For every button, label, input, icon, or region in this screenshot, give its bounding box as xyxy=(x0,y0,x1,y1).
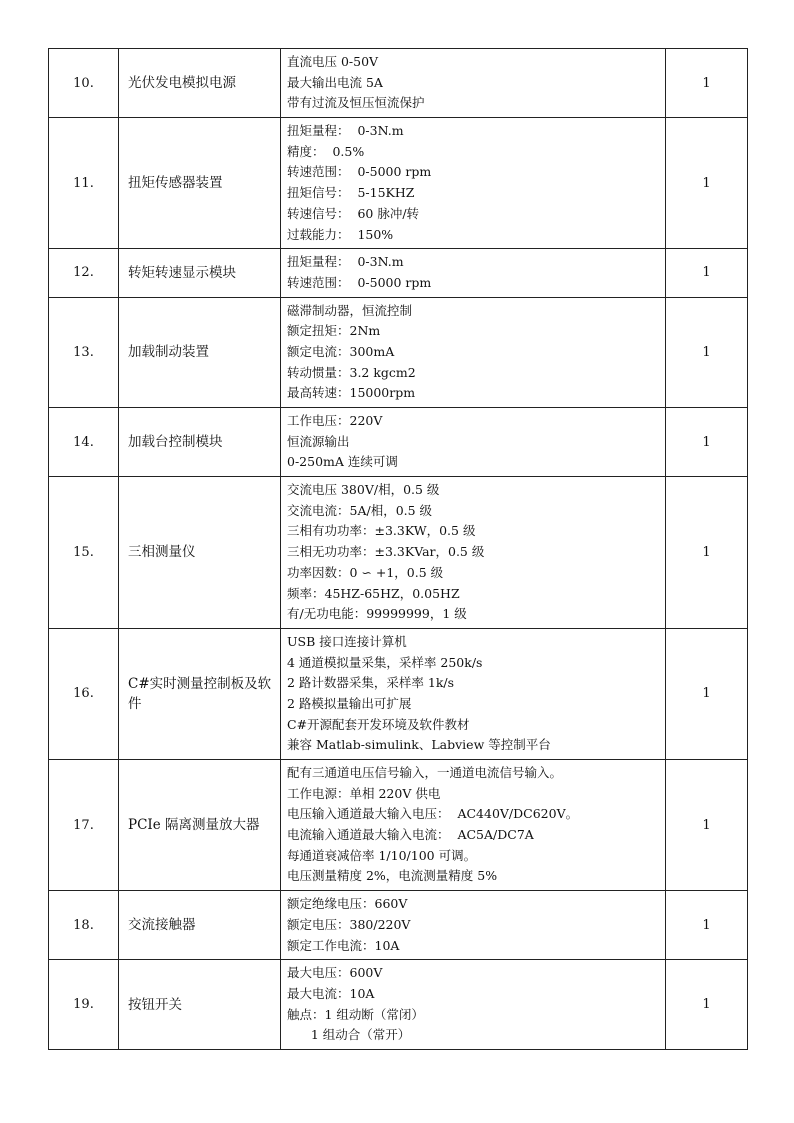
item-quantity: 1 xyxy=(666,297,748,407)
spec-line: 交流电流：5A/相，0.5 级 xyxy=(287,502,433,518)
item-specs xyxy=(281,49,666,118)
row-number: 12. xyxy=(49,249,119,297)
spec-line: 工作电压：220V xyxy=(287,413,383,428)
item-name: 扭矩传感器装置 xyxy=(119,118,281,249)
item-quantity: 1 xyxy=(666,760,748,891)
item-quantity: 1 xyxy=(666,477,748,629)
spec-line: 额定工作电流：10A xyxy=(287,937,400,953)
row-number: 14. xyxy=(49,408,119,477)
spec-line: 扭矩量程： 0-3N.m xyxy=(287,123,404,139)
equipment-spec-table xyxy=(48,48,748,1050)
spec-line: 最大电压：600V xyxy=(287,965,383,981)
item-name: 三相测量仪 xyxy=(119,477,281,629)
spec-line: 最大电流：10A xyxy=(287,985,375,1001)
spec-line: 2 路模拟量输出可扩展 xyxy=(287,695,412,711)
spec-line: 转动惯量：3.2 kgcm2 xyxy=(287,364,416,380)
spec-line: 4 通道模拟量采集，采样率 250k/s xyxy=(287,654,483,670)
item-quantity: 1 xyxy=(666,960,748,1050)
spec-line: 精度： 0.5% xyxy=(287,143,365,159)
spec-line: 电压输入通道最大输入电压： AC440V/DC620V。 xyxy=(287,806,579,822)
spec-line: 三相无功功率：±3.3KVar，0.5 级 xyxy=(287,544,485,560)
spec-line: 额定绝缘电压：660V xyxy=(287,896,408,912)
spec-line: 最高转速：15000rpm xyxy=(287,385,416,401)
item-specs xyxy=(281,408,666,477)
item-specs xyxy=(281,760,666,891)
row-number: 18. xyxy=(49,891,119,960)
spec-line: 兼容 Matlab-simulink、Labview 等控制平台 xyxy=(287,737,551,753)
item-name: 光伏发电模拟电源 xyxy=(119,49,281,118)
spec-line: 直流电压 0-50V xyxy=(287,54,379,69)
row-number: 13. xyxy=(49,297,119,407)
spec-line: 磁滞制动器，恒流控制 xyxy=(287,302,413,318)
item-quantity: 1 xyxy=(666,628,748,759)
item-specs xyxy=(281,891,666,960)
item-name: 按钮开关 xyxy=(119,960,281,1050)
item-name: PCIe 隔离测量放大器 xyxy=(119,760,281,891)
spec-line: 转速范围： 0-5000 rpm xyxy=(287,164,432,180)
spec-line: 扭矩信号： 5-15KHZ xyxy=(287,185,415,201)
spec-line: 0-250mA 连续可调 xyxy=(287,454,398,470)
table-row xyxy=(49,297,748,407)
spec-line: 最大输出电流 5A xyxy=(287,74,383,90)
spec-line: 频率：45HZ-65HZ，0.05HZ xyxy=(287,585,460,601)
spec-line: 每通道衰减倍率 1/10/100 可调。 xyxy=(287,847,477,863)
item-name: 加载台控制模块 xyxy=(119,408,281,477)
spec-line: 转速范围： 0-5000 rpm xyxy=(287,274,432,290)
item-specs xyxy=(281,628,666,759)
item-quantity: 1 xyxy=(666,118,748,249)
table-row xyxy=(49,891,748,960)
table-row xyxy=(49,249,748,297)
row-number: 10. xyxy=(49,49,119,118)
spec-line: 恒流源输出 xyxy=(287,433,350,449)
item-name: C#实时测量控制板及软件 xyxy=(119,628,281,759)
spec-line: 电压测量精度 2%，电流测量精度 5% xyxy=(287,868,498,884)
item-specs xyxy=(281,477,666,629)
table-row xyxy=(49,760,748,891)
spec-line: 2 路计数器采集，采样率 1k/s xyxy=(287,675,455,691)
spec-line: 功率因数：0 ∽ +1，0.5 级 xyxy=(287,564,444,580)
item-name: 转矩转速显示模块 xyxy=(119,249,281,297)
row-number: 11. xyxy=(49,118,119,249)
spec-line: USB 接口连接计算机 xyxy=(287,633,407,649)
spec-table-body xyxy=(49,49,748,1050)
table-row xyxy=(49,49,748,118)
table-row xyxy=(49,408,748,477)
spec-line: 过载能力： 150% xyxy=(287,226,394,242)
row-number: 19. xyxy=(49,960,119,1050)
spec-line: 扭矩量程： 0-3N.m xyxy=(287,254,404,270)
item-specs xyxy=(281,118,666,249)
table-row xyxy=(49,960,748,1050)
item-specs xyxy=(281,297,666,407)
spec-line: 有/无功电能：99999999，1 级 xyxy=(287,606,467,622)
item-quantity: 1 xyxy=(666,249,748,297)
item-name: 交流接触器 xyxy=(119,891,281,960)
spec-line: 额定电流：300mA xyxy=(287,343,395,359)
item-name: 加载制动装置 xyxy=(119,297,281,407)
spec-line: 配有三通道电压信号输入，一通道电流信号输入。 xyxy=(287,765,563,780)
item-specs xyxy=(281,960,666,1050)
spec-line: 电流输入通道最大输入电流： AC5A/DC7A xyxy=(287,827,534,843)
table-row xyxy=(49,628,748,759)
table-row xyxy=(49,118,748,249)
item-quantity: 1 xyxy=(666,408,748,477)
spec-line: 额定电压：380/220V xyxy=(287,916,411,932)
item-quantity: 1 xyxy=(666,49,748,118)
spec-line: 转速信号： 60 脉冲/转 xyxy=(287,205,420,221)
spec-line: 三相有功功率：±3.3KW，0.5 级 xyxy=(287,523,476,539)
spec-line: 触点：1 组动断（常闭） xyxy=(287,1006,424,1022)
row-number: 16. xyxy=(49,628,119,759)
spec-line: C#开源配套开发环境及软件教材 xyxy=(287,716,470,732)
spec-line: 带有过流及恒压恒流保护 xyxy=(287,95,425,111)
table-row xyxy=(49,477,748,629)
spec-line: 1 组动合（常开） xyxy=(287,1027,411,1043)
spec-line: 工作电源：单相 220V 供电 xyxy=(287,785,441,801)
row-number: 15. xyxy=(49,477,119,629)
item-quantity: 1 xyxy=(666,891,748,960)
spec-line: 交流电压 380V/相，0.5 级 xyxy=(287,482,440,498)
spec-line: 额定扭矩：2Nm xyxy=(287,323,381,339)
row-number: 17. xyxy=(49,760,119,891)
item-specs xyxy=(281,249,666,297)
